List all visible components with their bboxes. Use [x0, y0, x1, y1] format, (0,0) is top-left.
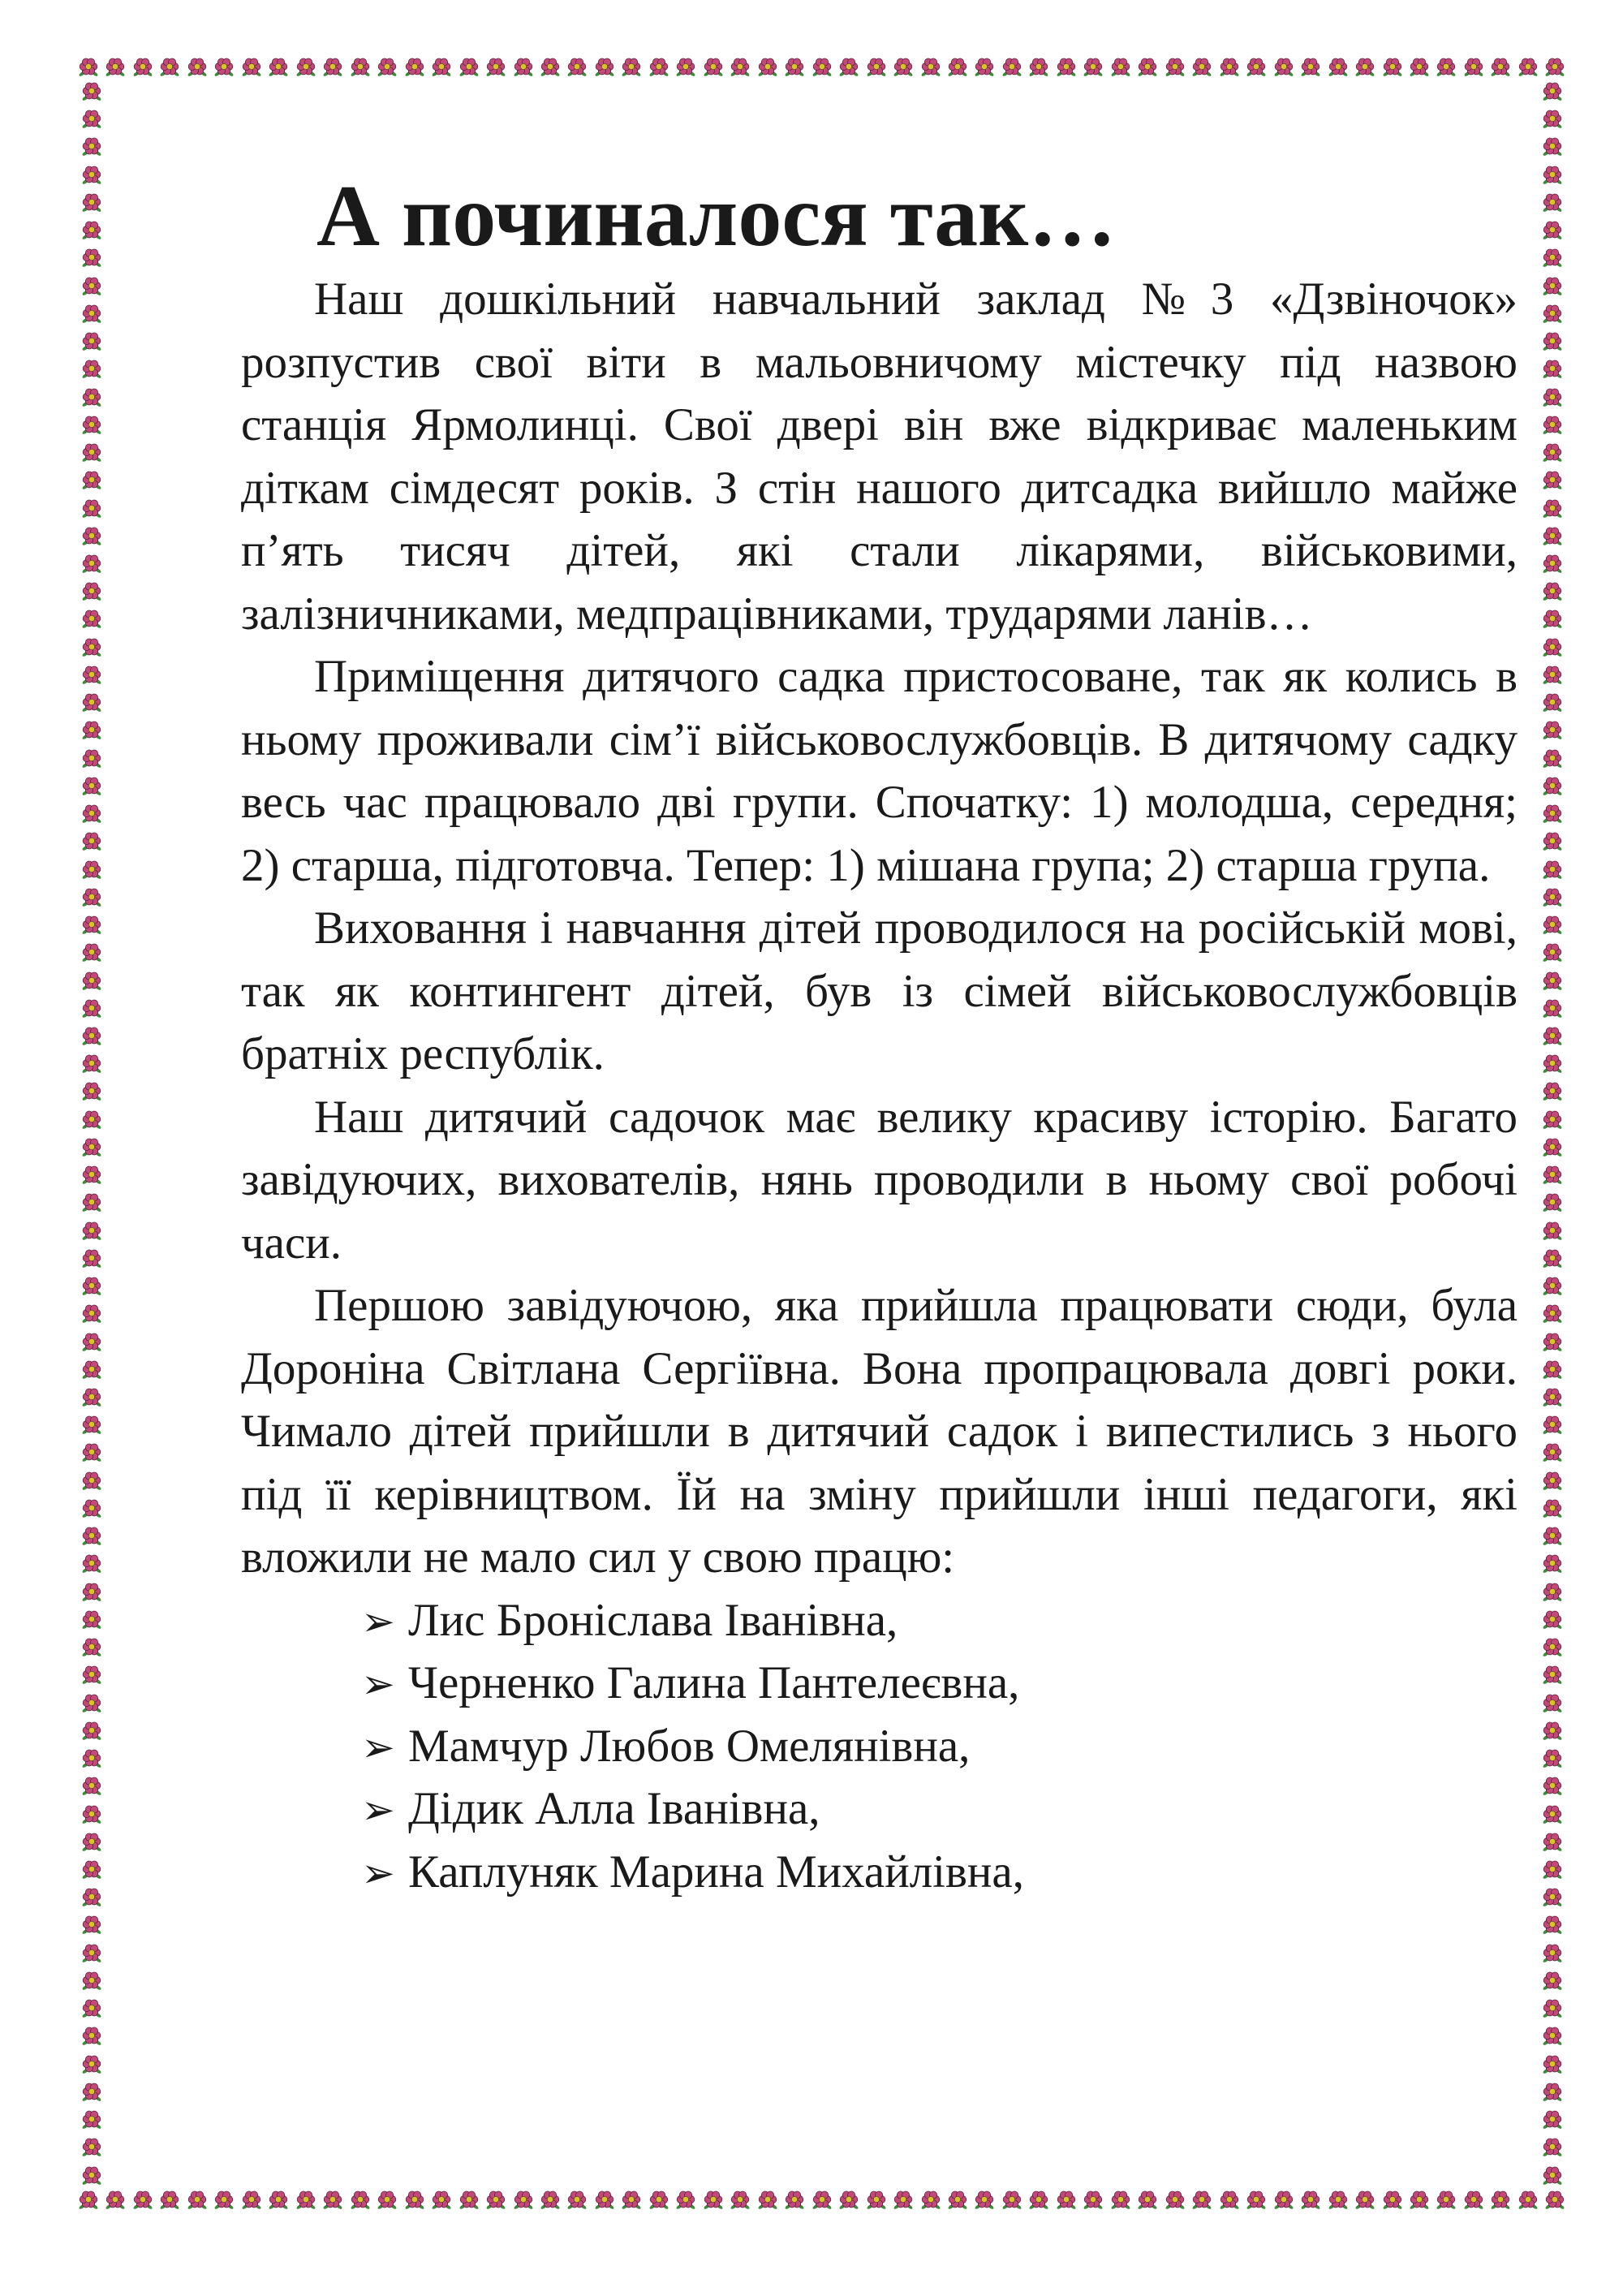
flower-ornament-icon [1542, 1887, 1563, 1908]
flower-ornament-icon [1518, 2190, 1539, 2211]
flower-ornament-icon [81, 387, 102, 408]
flower-ornament-icon [431, 2190, 452, 2211]
flower-ornament-icon [1382, 2190, 1403, 2211]
flower-ornament-icon [1542, 2109, 1563, 2130]
flower-ornament-icon [1542, 81, 1563, 102]
flower-ornament-icon [81, 859, 102, 881]
flower-ornament-icon [1246, 57, 1267, 78]
flower-ornament-icon [485, 57, 506, 78]
flower-ornament-icon [81, 1665, 102, 1686]
flower-ornament-icon [81, 109, 102, 130]
flower-ornament-icon [621, 57, 642, 78]
page-title: А починалося так… [316, 168, 1117, 265]
flower-ornament-icon [81, 1221, 102, 1242]
flower-ornament-icon [81, 470, 102, 491]
flower-ornament-icon [1542, 1081, 1563, 1102]
flower-ornament-icon [1463, 57, 1484, 78]
flower-ornament-icon [1542, 1971, 1563, 1992]
flower-ornament-icon [1542, 165, 1563, 186]
flower-ornament-icon [213, 57, 235, 78]
flower-ornament-icon [1300, 2190, 1321, 2211]
flower-ornament-icon [377, 57, 398, 78]
flower-ornament-icon [81, 1582, 102, 1603]
flower-ornament-icon [1542, 1442, 1563, 1463]
flower-ornament-icon [81, 831, 102, 852]
flower-ornament-icon [81, 1248, 102, 1269]
flower-ornament-icon [866, 57, 887, 78]
flower-ornament-icon [1542, 2137, 1563, 2158]
flower-ornament-icon [81, 665, 102, 686]
flower-ornament-icon [1436, 57, 1457, 78]
flower-ornament-icon [1542, 692, 1563, 713]
flower-ornament-icon [213, 2190, 235, 2211]
flower-ornament-icon [1542, 1998, 1563, 2019]
flower-ornament-icon [81, 192, 102, 213]
flower-ornament-icon [81, 1471, 102, 1492]
arrow-bullet-icon: ➢ [361, 1786, 395, 1833]
flower-ornament-icon [1542, 1609, 1563, 1630]
flower-ornament-icon [675, 2190, 696, 2211]
flower-ornament-icon [1542, 1804, 1563, 1825]
flower-ornament-icon [268, 2190, 289, 2211]
flower-ornament-icon [1001, 2190, 1022, 2211]
flower-ornament-icon [838, 2190, 859, 2211]
flower-ornament-icon [81, 748, 102, 769]
flower-ornament-icon [81, 1637, 102, 1658]
flower-ornament-icon [81, 1081, 102, 1102]
flower-ornament-icon [81, 554, 102, 575]
flower-ornament-icon [81, 1526, 102, 1547]
flower-ornament-icon [187, 57, 208, 78]
flower-ornament-icon [1542, 942, 1563, 963]
flower-ornament-icon [81, 1776, 102, 1797]
flower-ornament-icon [1542, 1192, 1563, 1213]
flower-ornament-icon [81, 81, 102, 102]
flower-ornament-icon [974, 57, 995, 78]
flower-ornament-icon [404, 2190, 425, 2211]
paragraph-2: Приміщення дитячого садка пристосоване, так як колись в ньому проживали сім’ї військовослужбовців. В дитячому садку весь час працювало дві групи. Спочатку: 1) молодша, середня; 2) старша, підготовча. Тепер: 1) мішана група; 2) старша група. [241, 651, 1518, 891]
flower-ornament-icon [1542, 442, 1563, 463]
flower-ornament-icon [81, 1276, 102, 1297]
flower-ornament-icon [1542, 831, 1563, 852]
flower-ornament-icon [81, 1415, 102, 1436]
flower-ornament-icon [1542, 276, 1563, 297]
flower-ornament-icon [1110, 57, 1131, 78]
flower-ornament-icon [1542, 665, 1563, 686]
flower-ornament-icon [458, 2190, 480, 2211]
flower-ornament-icon [81, 1359, 102, 1381]
flower-ornament-icon [81, 1943, 102, 1964]
flower-ornament-icon [1542, 1526, 1563, 1547]
flower-ornament-icon [1542, 776, 1563, 797]
flower-ornament-icon [81, 1053, 102, 1075]
flower-ornament-icon [1542, 470, 1563, 491]
flower-ornament-icon [187, 2190, 208, 2211]
paragraph-4: Наш дитячий садочок має велику красиву історію. Багато завідуючих, вихователів, нянь проводили в ньому свої робочі часи. [241, 1091, 1518, 1269]
flower-ornament-icon [159, 57, 180, 78]
flower-ornament-icon [1463, 2190, 1484, 2211]
paragraph-5: Першою завідуючою, яка прийшла працювати сюди, була Дороніна Світлана Сергіївна. Вона пропрацювала довгі роки. Чимало дітей прийшли в дитячий садок і випестились з нього під її керівництвом. Їй на зміну прийшли інші педагоги, які вложили не мало сил у свою працю: [241, 1280, 1518, 1583]
flower-ornament-icon [648, 57, 669, 78]
flower-ornament-icon [81, 1137, 102, 1158]
flower-ornament-icon [431, 57, 452, 78]
list-item [361, 1841, 1518, 1904]
flower-ornament-icon [81, 1109, 102, 1131]
flower-ornament-icon [812, 2190, 833, 2211]
flower-ornament-icon [295, 2190, 316, 2211]
flower-ornament-icon [159, 2190, 180, 2211]
flower-ornament-icon [1490, 2190, 1511, 2211]
flower-ornament-icon [1542, 998, 1563, 1019]
flower-ornament-icon [893, 57, 914, 78]
flower-ornament-icon [81, 1748, 102, 1769]
flower-ornament-icon [1191, 2190, 1212, 2211]
flower-ornament-icon [322, 57, 343, 78]
flower-ornament-icon [105, 2190, 126, 2211]
flower-ornament-icon [81, 998, 102, 1019]
flower-ornament-icon [81, 2054, 102, 2075]
flower-ornament-icon [594, 57, 615, 78]
flower-ornament-icon [812, 57, 833, 78]
flower-ornament-icon [1542, 803, 1563, 825]
flower-ornament-icon [893, 2190, 914, 2211]
flower-ornament-icon [1354, 2190, 1375, 2211]
flower-ornament-icon [1542, 971, 1563, 992]
flower-ornament-icon [295, 57, 316, 78]
flower-ornament-icon [1542, 387, 1563, 408]
flower-ornament-icon [1542, 1553, 1563, 1574]
flower-ornament-icon [1028, 2190, 1049, 2211]
flower-ornament-icon [1083, 2190, 1104, 2211]
flower-ornament-icon [81, 415, 102, 436]
flower-ornament-icon [540, 57, 561, 78]
flower-ornament-icon [540, 2190, 561, 2211]
flower-ornament-icon [1409, 57, 1430, 78]
flower-ornament-icon [1542, 1053, 1563, 1075]
flower-ornament-icon [1542, 887, 1563, 908]
flower-ornament-icon [81, 2082, 102, 2103]
flower-ornament-icon [81, 1721, 102, 1742]
flower-ornament-icon [81, 1387, 102, 1408]
flower-ornament-icon [675, 57, 696, 78]
flower-ornament-icon [1542, 1943, 1563, 1964]
list-item-text: Каплуняк Марина Михайлівна, [408, 1846, 1024, 1898]
flower-ornament-icon [1137, 57, 1158, 78]
flower-ornament-icon [81, 1192, 102, 1213]
flower-ornament-icon [132, 2190, 153, 2211]
flower-ornament-icon [1542, 1359, 1563, 1381]
flower-ornament-icon [81, 2137, 102, 2158]
flower-ornament-icon [81, 1887, 102, 1908]
flower-ornament-icon [81, 304, 102, 325]
flower-ornament-icon [81, 776, 102, 797]
flower-ornament-icon [757, 57, 778, 78]
flower-ornament-icon [1246, 2190, 1267, 2211]
flower-ornament-icon [322, 2190, 343, 2211]
flower-ornament-icon [703, 57, 724, 78]
flower-ornament-icon [1542, 1248, 1563, 1269]
flower-ornament-icon [81, 442, 102, 463]
flower-ornament-icon [703, 2190, 724, 2211]
flower-ornament-icon [377, 2190, 398, 2211]
flower-ornament-icon [566, 2190, 588, 2211]
flower-ornament-icon [81, 581, 102, 602]
flower-ornament-icon [81, 498, 102, 519]
flower-ornament-icon [1542, 748, 1563, 769]
flower-ornament-icon [1542, 220, 1563, 241]
flower-ornament-icon [1542, 581, 1563, 602]
flower-ornament-icon [81, 1026, 102, 1047]
list-item [361, 1777, 1518, 1841]
flower-ornament-icon [458, 57, 480, 78]
flower-ornament-icon [1273, 57, 1294, 78]
flower-ornament-icon [513, 57, 534, 78]
flower-ornament-icon [81, 165, 102, 186]
flower-ornament-icon [1542, 192, 1563, 213]
flower-ornament-icon [1191, 57, 1212, 78]
flower-ornament-icon [974, 2190, 995, 2211]
flower-ornament-icon [81, 1859, 102, 1880]
paragraph-3: Виховання і навчання дітей проводилося на російській мові, так як контингент дітей, був із сімей військовослужбовців братніх республік. [241, 902, 1518, 1079]
arrow-bullet-icon: ➢ [361, 1723, 395, 1771]
flower-ornament-icon [730, 57, 751, 78]
flower-ornament-icon [1542, 859, 1563, 881]
flower-ornament-icon [1542, 1637, 1563, 1658]
flower-ornament-icon [1542, 1665, 1563, 1686]
flower-ornament-icon [1328, 2190, 1349, 2211]
flower-ornament-icon [1542, 1748, 1563, 1769]
flower-ornament-icon [81, 720, 102, 741]
flower-ornament-icon [1165, 57, 1186, 78]
flower-ornament-icon [1542, 1026, 1563, 1047]
list-item-text: Дідик Алла Іванівна, [408, 1783, 820, 1834]
flower-ornament-icon [757, 2190, 778, 2211]
flower-ornament-icon [1542, 136, 1563, 157]
flower-ornament-icon [81, 2026, 102, 2047]
flower-ornament-icon [1544, 2190, 1565, 2211]
flower-ornament-icon [1542, 1859, 1563, 1880]
flower-ornament-icon [1542, 1721, 1563, 1742]
flower-ornament-icon [81, 692, 102, 713]
flower-ornament-icon [1056, 57, 1077, 78]
flower-ornament-icon [730, 2190, 751, 2211]
flower-ornament-icon [81, 248, 102, 269]
flower-ornament-icon [1542, 720, 1563, 741]
flower-ornament-icon [1542, 1276, 1563, 1297]
head-teachers-list [241, 1589, 1518, 1904]
flower-ornament-icon [81, 1832, 102, 1853]
flower-ornament-icon [81, 1804, 102, 1825]
flower-ornament-icon [81, 359, 102, 380]
flower-ornament-icon [1542, 1915, 1563, 1936]
flower-ornament-icon [1542, 109, 1563, 130]
flower-ornament-icon [1382, 57, 1403, 78]
flower-ornament-icon [81, 2165, 102, 2186]
flower-ornament-icon [81, 1442, 102, 1463]
flower-ornament-icon [81, 2109, 102, 2130]
flower-ornament-icon [784, 57, 805, 78]
list-item [361, 1652, 1518, 1715]
flower-ornament-icon [81, 637, 102, 658]
arrow-bullet-icon: ➢ [361, 1661, 395, 1708]
flower-ornament-icon [1544, 57, 1565, 78]
flower-ornament-icon [1056, 2190, 1077, 2211]
flower-ornament-icon [566, 57, 588, 78]
flower-ornament-icon [1300, 57, 1321, 78]
flower-ornament-icon [1542, 526, 1563, 547]
flower-ornament-icon [81, 915, 102, 936]
flower-ornament-icon [81, 1498, 102, 1519]
flower-ornament-icon [268, 57, 289, 78]
flower-ornament-icon [1542, 1137, 1563, 1158]
flower-ornament-icon [1542, 415, 1563, 436]
flower-ornament-icon [1542, 609, 1563, 630]
flower-ornament-icon [81, 331, 102, 352]
flower-ornament-icon [866, 2190, 887, 2211]
flower-ornament-icon [81, 276, 102, 297]
list-item [361, 1715, 1518, 1778]
flower-ornament-icon [81, 971, 102, 992]
flower-ornament-icon [621, 2190, 642, 2211]
flower-ornament-icon [1542, 359, 1563, 380]
flower-ornament-icon [81, 1915, 102, 1936]
flower-ornament-icon [81, 1693, 102, 1714]
flower-ornament-icon [78, 57, 99, 78]
flower-ornament-icon [1542, 1415, 1563, 1436]
arrow-bullet-icon: ➢ [361, 1597, 395, 1645]
flower-ornament-icon [1354, 57, 1375, 78]
flower-ornament-icon [1542, 1221, 1563, 1242]
flower-ornament-icon [81, 1553, 102, 1574]
flower-ornament-icon [81, 609, 102, 630]
arrow-bullet-icon: ➢ [361, 1849, 395, 1897]
flower-ornament-icon [1542, 1165, 1563, 1186]
flower-ornament-icon [1542, 1582, 1563, 1603]
flower-ornament-icon [241, 57, 262, 78]
flower-ornament-icon [594, 2190, 615, 2211]
flower-ornament-icon [1490, 57, 1511, 78]
flower-ornament-icon [648, 2190, 669, 2211]
flower-ornament-icon [838, 57, 859, 78]
flower-ornament-icon [81, 136, 102, 157]
flower-ornament-icon [1542, 1109, 1563, 1131]
flower-ornament-icon [1542, 1303, 1563, 1325]
flower-ornament-icon [513, 2190, 534, 2211]
flower-ornament-icon [485, 2190, 506, 2211]
list-item-text: Лис Броніслава Іванівна, [408, 1594, 898, 1646]
border-left [78, 81, 105, 2186]
flower-ornament-icon [81, 1609, 102, 1630]
flower-ornament-icon [81, 1165, 102, 1186]
flower-ornament-icon [1409, 2190, 1430, 2211]
flower-ornament-icon [1542, 248, 1563, 269]
paragraph-1: Наш дошкільний навчальний заклад №3 «Дзвіночок» розпустив свої віти в мальовничому містечку під назвою станція Ярмолинці. Свої двері він вже відкриває маленьким діткам сімдесят років. З стін нашого дитсадка вийшло майже п’ять тисяч дітей, які стали лікарями, військовими, залізничниками, медпрацівниками, трударями ланів… [241, 274, 1518, 640]
flower-ornament-icon [920, 2190, 941, 2211]
flower-ornament-icon [1542, 1832, 1563, 1853]
border-top [78, 54, 1566, 81]
flower-ornament-icon [1542, 1471, 1563, 1492]
flower-ornament-icon [1110, 2190, 1131, 2211]
list-item [361, 1589, 1518, 1652]
flower-ornament-icon [1542, 331, 1563, 352]
flower-ornament-icon [81, 803, 102, 825]
flower-ornament-icon [81, 1998, 102, 2019]
flower-ornament-icon [1028, 57, 1049, 78]
list-item-text: Мамчур Любов Омелянівна, [408, 1720, 971, 1772]
flower-ornament-icon [1542, 554, 1563, 575]
flower-ornament-icon [1542, 2054, 1563, 2075]
flower-ornament-icon [1542, 2026, 1563, 2047]
flower-ornament-icon [81, 526, 102, 547]
flower-ornament-icon [81, 887, 102, 908]
flower-ornament-icon [132, 57, 153, 78]
flower-ornament-icon [1542, 915, 1563, 936]
flower-ornament-icon [350, 57, 371, 78]
flower-ornament-icon [920, 57, 941, 78]
flower-ornament-icon [81, 1971, 102, 1992]
document-body [241, 268, 1518, 1903]
flower-ornament-icon [81, 1303, 102, 1325]
flower-ornament-icon [1542, 1693, 1563, 1714]
flower-ornament-icon [81, 942, 102, 963]
border-right [1539, 81, 1566, 2186]
flower-ornament-icon [1542, 2165, 1563, 2186]
flower-ornament-icon [404, 57, 425, 78]
flower-ornament-icon [1542, 498, 1563, 519]
flower-ornament-icon [1542, 1776, 1563, 1797]
flower-ornament-icon [1219, 2190, 1240, 2211]
flower-ornament-icon [947, 2190, 968, 2211]
flower-ornament-icon [1542, 1332, 1563, 1353]
flower-ornament-icon [1328, 57, 1349, 78]
flower-ornament-icon [241, 2190, 262, 2211]
flower-ornament-icon [1273, 2190, 1294, 2211]
flower-ornament-icon [1542, 1498, 1563, 1519]
flower-ornament-icon [105, 57, 126, 78]
flower-ornament-icon [1542, 2082, 1563, 2103]
flower-ornament-icon [81, 1332, 102, 1353]
flower-ornament-icon [1165, 2190, 1186, 2211]
list-item-text: Черненко Галина Пантелеєвна, [408, 1657, 1020, 1708]
flower-ornament-icon [350, 2190, 371, 2211]
flower-ornament-icon [81, 220, 102, 241]
flower-ornament-icon [1542, 637, 1563, 658]
border-bottom [78, 2186, 1566, 2214]
flower-ornament-icon [78, 2190, 99, 2211]
flower-ornament-icon [1542, 304, 1563, 325]
flower-ornament-icon [1137, 2190, 1158, 2211]
flower-ornament-icon [1001, 57, 1022, 78]
flower-ornament-icon [1542, 1387, 1563, 1408]
flower-ornament-icon [1436, 2190, 1457, 2211]
flower-ornament-icon [1083, 57, 1104, 78]
flower-ornament-icon [1518, 57, 1539, 78]
flower-ornament-icon [784, 2190, 805, 2211]
flower-ornament-icon [947, 57, 968, 78]
flower-ornament-icon [1219, 57, 1240, 78]
